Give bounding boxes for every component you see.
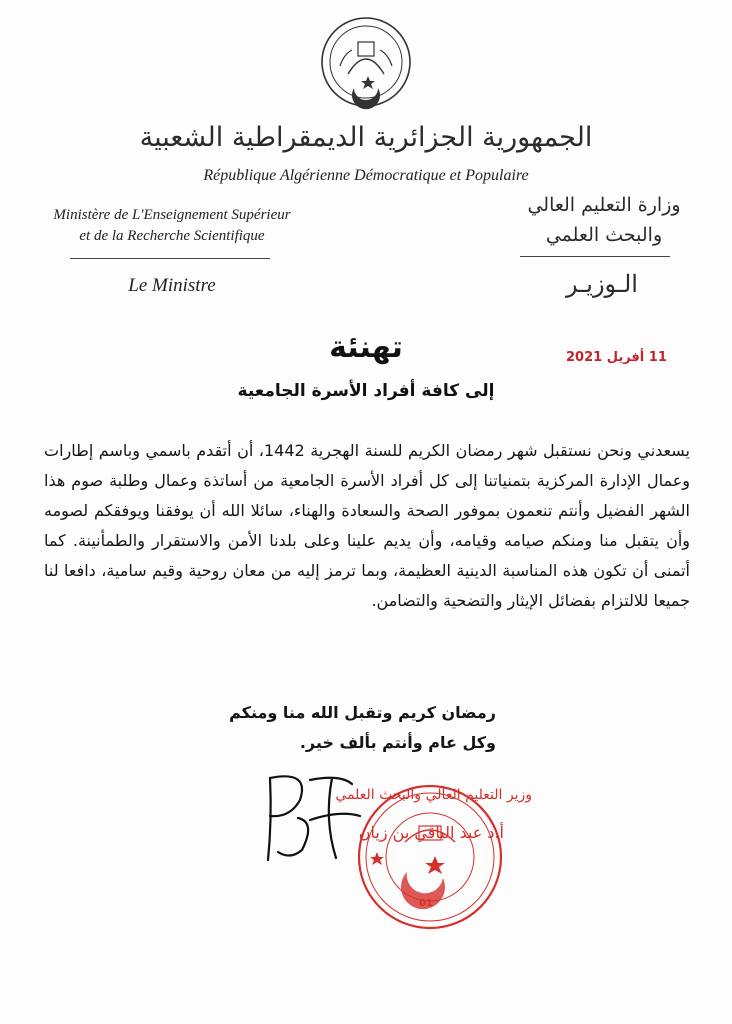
official-stamp — [355, 782, 505, 932]
letter-subtitle: إلى كافة أفراد الأسرة الجامعية — [237, 381, 495, 401]
signatory-title: وزير التعليم العالي والبحث العلمي — [335, 787, 532, 803]
minister-label-arabic: الـوزيـر — [566, 270, 638, 298]
ministry-french-line1: Ministère de L'Enseignement Supérieur — [53, 207, 291, 223]
ministry-name-arabic — [504, 190, 704, 250]
closing-greeting — [0, 698, 496, 758]
handwritten-signature — [240, 760, 370, 870]
letter-body: يسعدني ونحن نستقبل شهر رمضان الكريم للسنة الهجرية 1442، أن أتقدم باسمي وباسم إطارات وعمال الإدارة المركزية بتمنياتنا إلى كل أفراد الأسرة الجامعية من أساتذة وعمال وطلبة صوم هذا الشهر الفضيل وأنتم تنعمون بموفور الصحة والسعادة والهناء، سائلا الله أن يوفقنا ويوفقكم لصومه وأن يتقبل منا ومنكم صيامه وقيامه، وأن يديم علينا وعلى بلدنا الأمن والاستقرار والطمأنينة. كما أتمنى أن تكون هذه المناسبة الدينية العظيمة، وبما ترمز إليه من معان روحية وقيم سامية، دافعا لنا جميعا للالتزام بفضائل الإيثار والتضحية والتضامن. — [44, 441, 691, 610]
ministry-arabic-line2: والبحث العلمي — [545, 224, 663, 246]
divider — [520, 256, 670, 257]
closing-line2: وكل عام وأنتم بألف خير. — [299, 733, 496, 752]
republic-name-arabic: الجمهورية الجزائرية الديمقراطية الشعبية — [139, 122, 593, 153]
letter-title: تهنئة — [329, 330, 403, 365]
republic-name-french: République Algérienne Démocratique et Populaire — [203, 167, 529, 184]
ministry-french-line2: et de la Recherche Scientifique — [79, 228, 265, 244]
minister-label-french: Le Ministre — [128, 275, 216, 296]
closing-line1: رمضان كريم وتقبل الله منا ومنكم — [229, 703, 496, 722]
ministry-arabic-line1: وزارة التعليم العالي — [527, 194, 681, 216]
divider — [70, 258, 270, 259]
signatory-name: أ.د عبد الباقي بن زيان — [358, 823, 504, 842]
stamp-number: 01 — [419, 898, 433, 909]
ministry-name-french — [22, 205, 322, 247]
letter-date: 11 أفريل 2021 — [566, 350, 667, 365]
algeria-emblem-icon — [318, 14, 414, 110]
